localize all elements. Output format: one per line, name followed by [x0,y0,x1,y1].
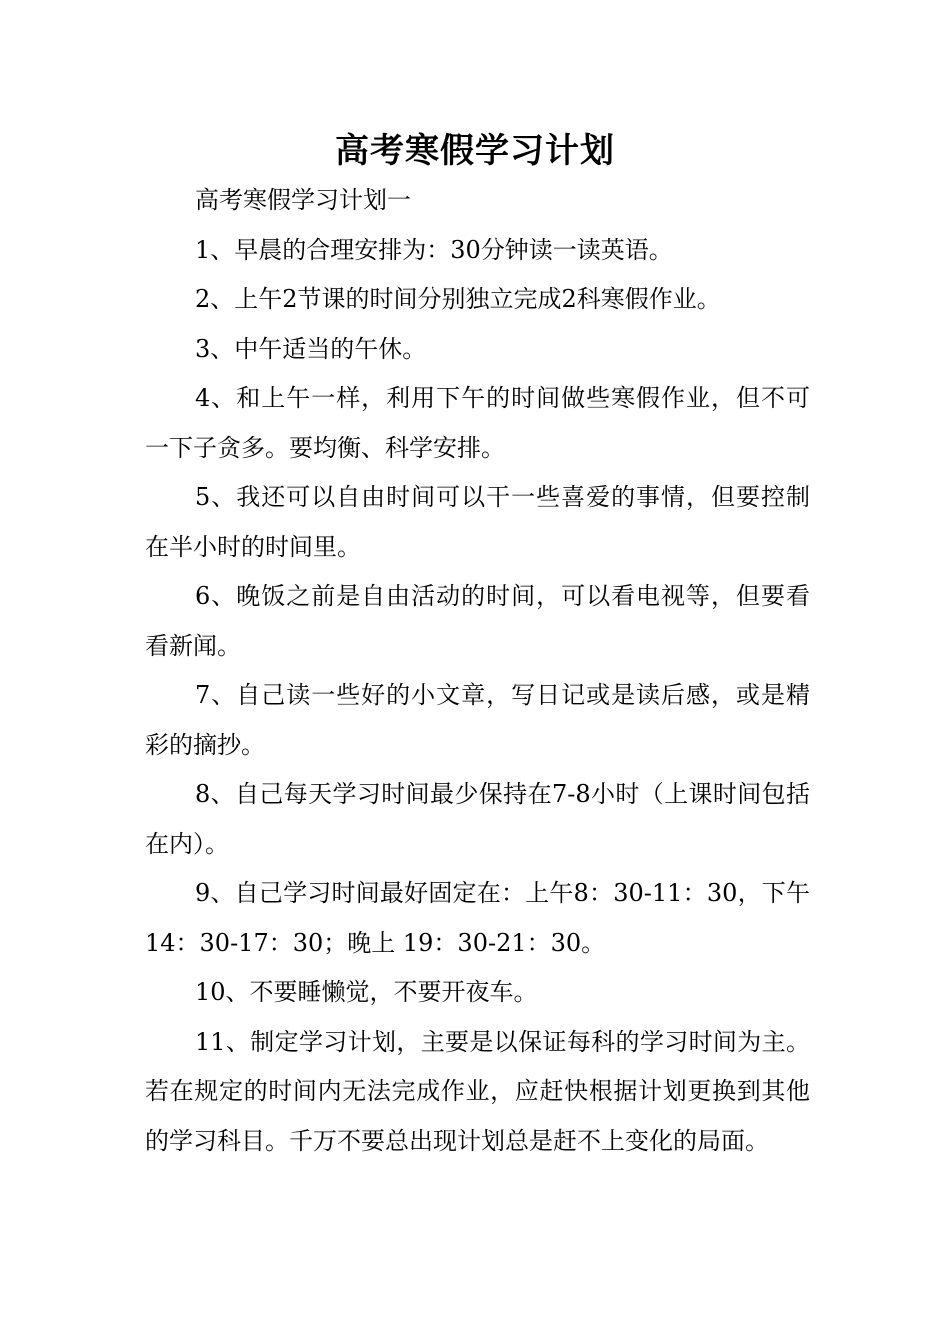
paragraph: 7、自己读一些好的小文章，写日记或是读后感，或是精彩的摘抄。 [145,681,810,759]
paragraph: 3、中午适当的午休。 [195,334,427,363]
paragraph: 5、我还可以自由时间可以干一些喜爱的事情，但要控制在半小时的时间里。 [145,483,810,561]
paragraph: 4、和上午一样，利用下午的时间做些寒假作业，但不可一下子贪多。要均衡、科学安排。 [145,384,810,462]
paragraph: 11、制定学习计划，主要是以保证每科的学习时间为主。若在规定的时间内无法完成作业，应赶快根据计划更换到其他的学习科目。千万不要总出现计划总是赶不上变化的局面。 [145,1027,810,1155]
paragraph: 10、不要睡懒觉，不要开夜车。 [195,978,538,1006]
paragraph: 9、自己学习时间最好固定在：上午8：30-11：30，下午14：30-17：30；晚上 19：30-21：30。 [145,879,810,957]
paragraph: 8、自己每天学习时间最少保持在7-8小时（上课时间包括在内）。 [145,780,810,858]
document-title: 高考寒假学习计划 [335,131,615,171]
document-body [145,176,810,1166]
paragraph: 2、上午2节课的时间分别独立完成2科寒假作业。 [195,285,721,313]
paragraph: 高考寒假学习计划一 [195,186,411,214]
paragraph: 1、早晨的合理安排为：30分钟读一读英语。 [195,235,673,264]
paragraph: 6、晚饭之前是自由活动的时间，可以看电视等，但要看看新闻。 [145,582,810,660]
